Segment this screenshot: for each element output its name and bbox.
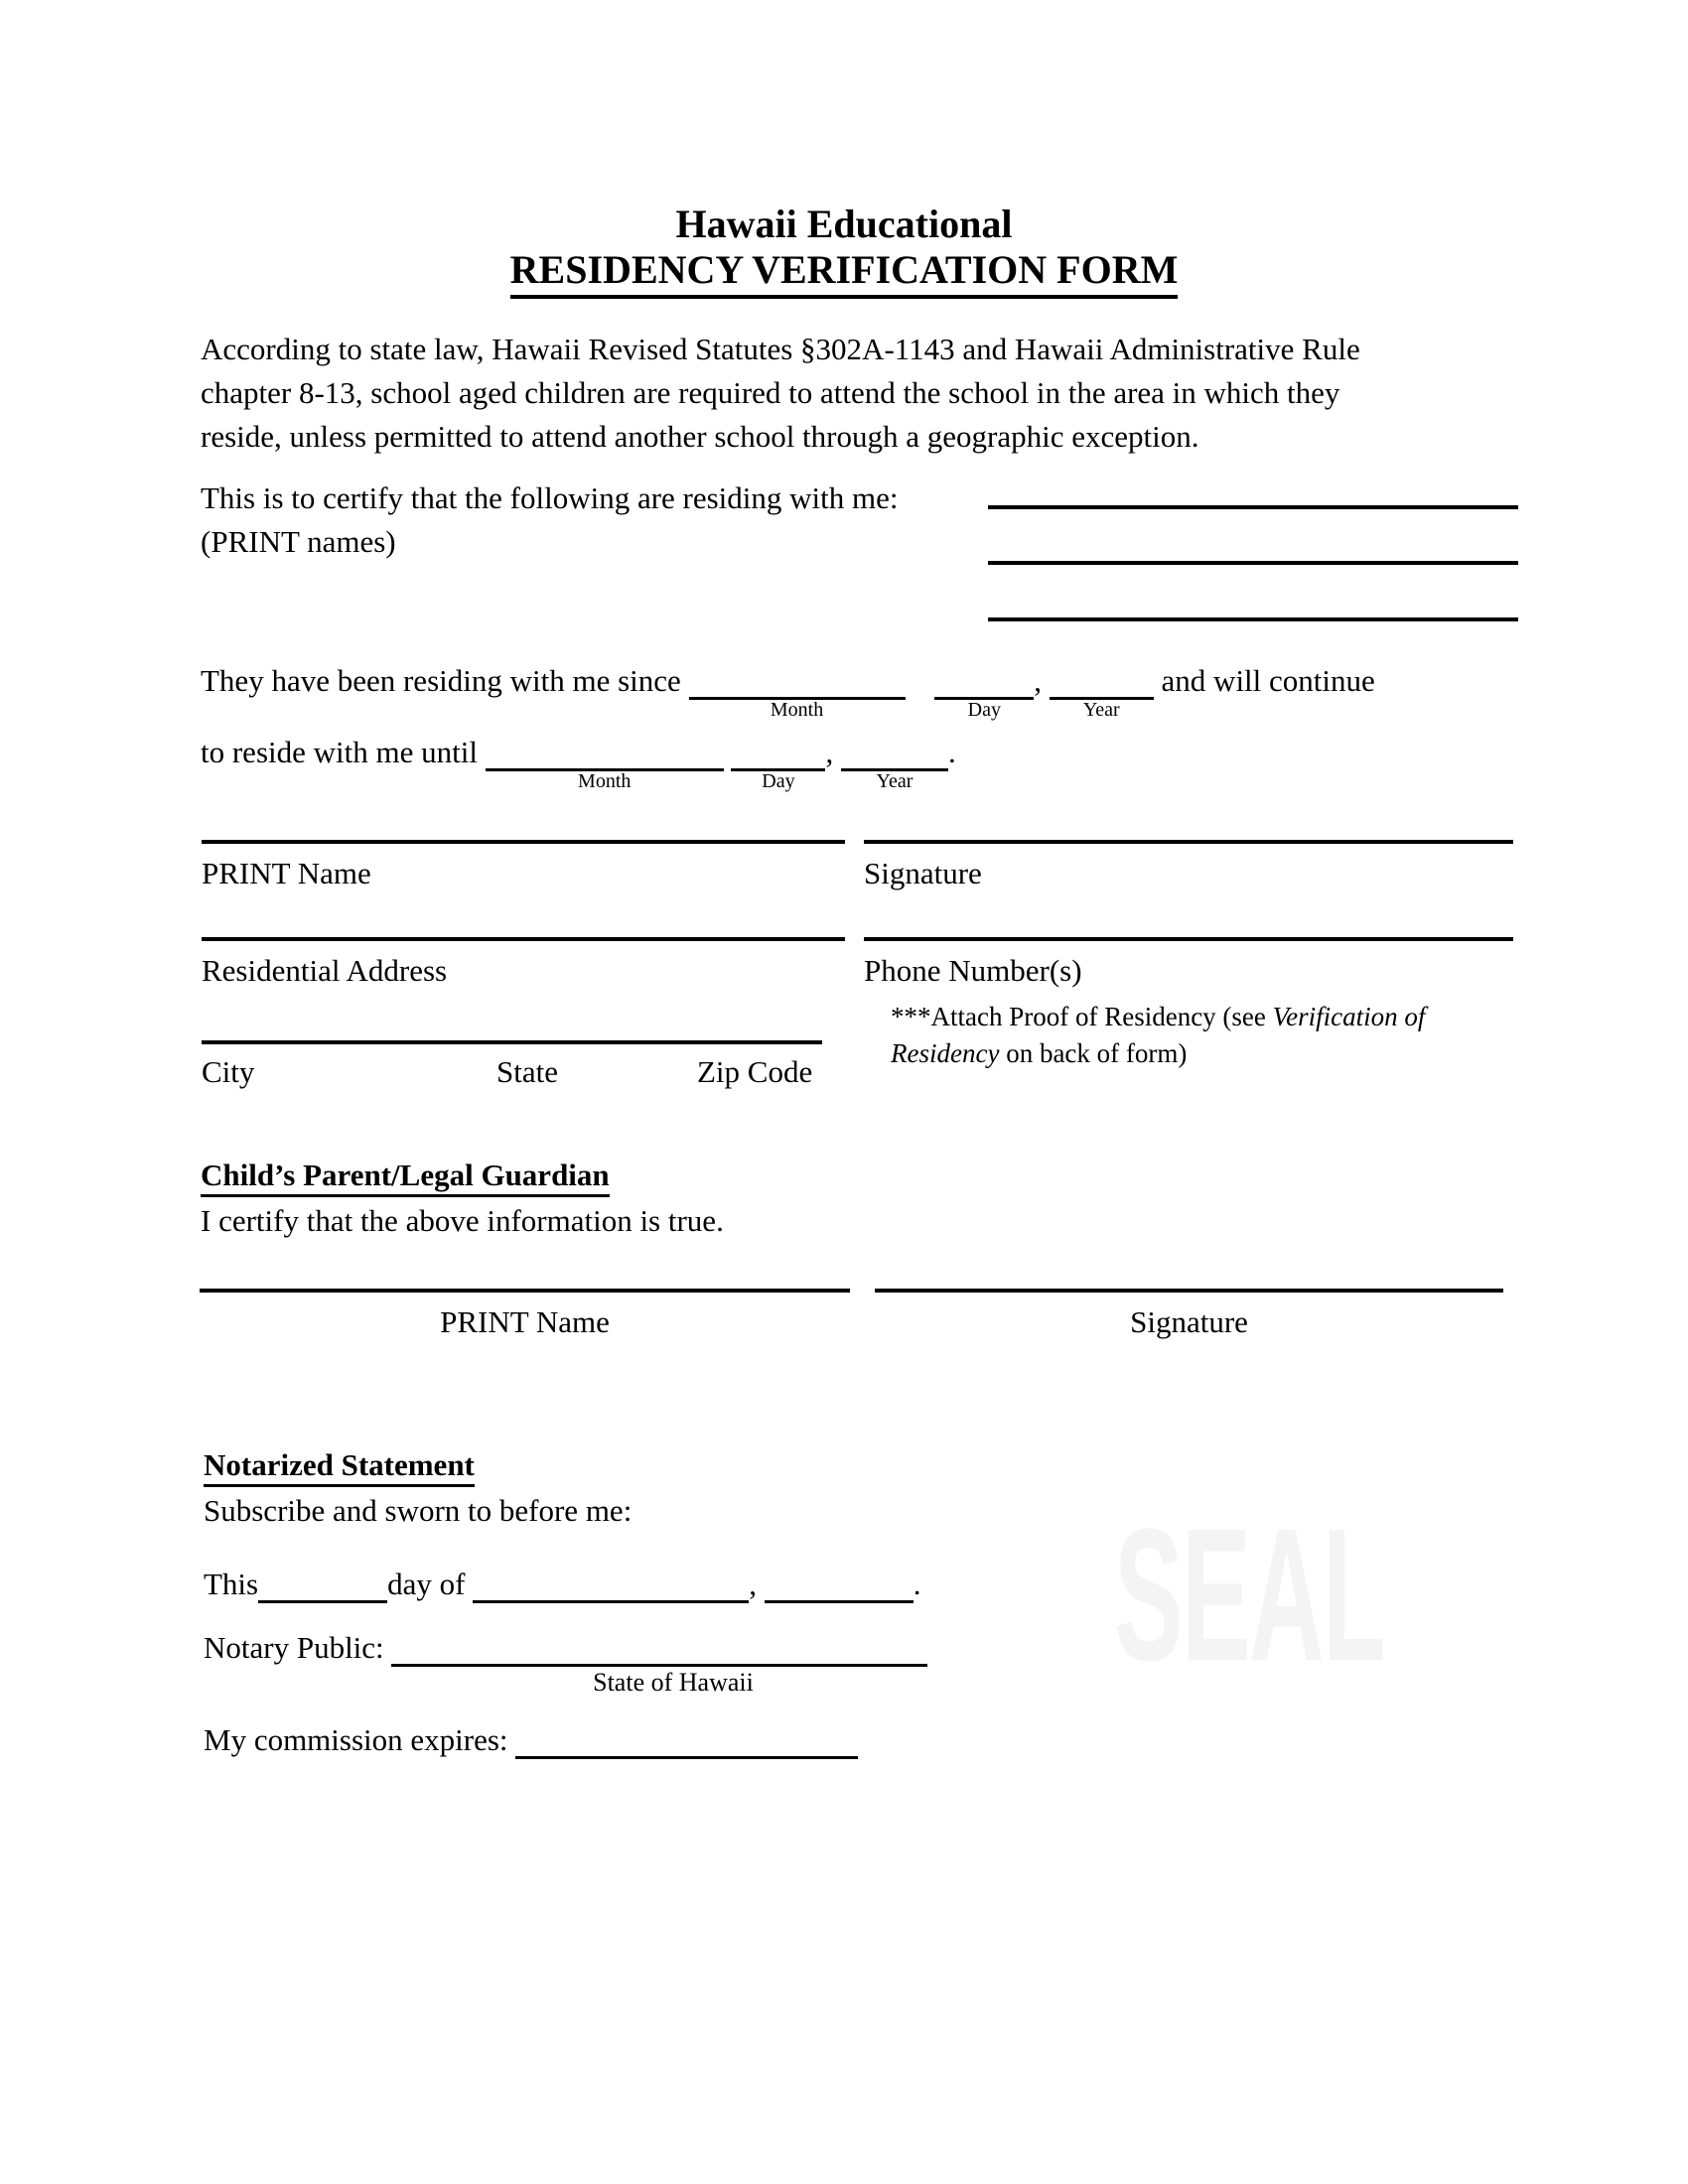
attach-note-suffix: on back of form) xyxy=(999,1038,1188,1068)
notary-section-heading: Notarized Statement xyxy=(204,1447,475,1487)
since-day-caption: Day xyxy=(967,699,1001,721)
notary-month-blank xyxy=(473,1570,749,1603)
form-title-line2-wrap xyxy=(0,247,1688,299)
address-blank-line xyxy=(202,937,845,941)
notary-this-label: This xyxy=(204,1567,259,1601)
signature-blank-line xyxy=(864,840,1513,844)
form-title-line1: Hawaii Educational xyxy=(675,202,1013,246)
guardian-section-heading: Child’s Parent/Legal Guardian xyxy=(201,1158,610,1197)
city-state-zip-blank-line xyxy=(202,1040,822,1044)
state-of-hawaii-caption: State of Hawaii xyxy=(593,1668,754,1697)
until-year-caption: Year xyxy=(876,770,914,792)
form-header xyxy=(0,202,1688,299)
since-month-blank xyxy=(689,667,906,721)
commission-expires-blank xyxy=(515,1726,858,1759)
certify-statement: This is to certify that the following are residing with me: xyxy=(201,480,899,515)
residing-since-suffix: and will continue xyxy=(1161,663,1375,698)
notary-day-number-blank xyxy=(258,1570,387,1603)
notary-date-line xyxy=(204,1565,920,1604)
names-blank-line-3 xyxy=(988,617,1518,621)
residing-since-prefix: They have been residing with me since xyxy=(201,663,681,698)
notary-public-label: Notary Public: xyxy=(204,1630,384,1665)
intro-line-2: chapter 8-13, school aged children are required to attend the school in the area in which they xyxy=(201,375,1340,410)
attach-note-italic: Verification of Residency xyxy=(891,1002,1426,1068)
notary-period: . xyxy=(913,1567,921,1601)
names-blank-line-2 xyxy=(988,561,1518,565)
attach-proof-note xyxy=(891,999,1467,1072)
intro-paragraph xyxy=(201,328,1360,459)
guardian-signature-label: Signature xyxy=(1130,1304,1248,1339)
seal-watermark: SEAL xyxy=(1114,1490,1385,1701)
reside-until-prefix: to reside with me until xyxy=(201,735,478,769)
print-name-label: PRINT Name xyxy=(202,856,371,890)
zip-code-label: Zip Code xyxy=(697,1054,813,1089)
since-year-blank xyxy=(1050,667,1154,721)
guardian-certify-statement: I certify that the above information is true. xyxy=(201,1203,724,1238)
until-year-blank xyxy=(841,739,948,792)
until-day-caption: Day xyxy=(762,770,795,792)
until-month-caption: Month xyxy=(578,770,632,792)
state-label: State xyxy=(496,1054,558,1089)
address-label: Residential Address xyxy=(202,953,448,988)
guardian-signature-blank-line xyxy=(875,1289,1503,1293)
intro-line-3: reside, unless permitted to attend another school through a geographic exception. xyxy=(201,419,1199,454)
phone-blank-line xyxy=(864,937,1513,941)
print-names-caption: (PRINT names) xyxy=(201,524,396,559)
signature-label: Signature xyxy=(864,856,982,890)
since-day-blank xyxy=(934,667,1034,721)
commission-expires-line xyxy=(204,1720,858,1760)
until-month-blank xyxy=(486,739,724,792)
commission-expires-label: My commission expires: xyxy=(204,1722,508,1757)
until-period: . xyxy=(947,735,956,769)
attach-note-prefix: ***Attach Proof of Residency (see xyxy=(891,1002,1273,1031)
intro-line-1: According to state law, Hawaii Revised Statutes §302A-1143 and Hawaii Administrative Rule xyxy=(201,332,1360,366)
notary-subscribe-line: Subscribe and sworn to before me: xyxy=(204,1493,633,1528)
guardian-print-name-label: PRINT Name xyxy=(440,1304,610,1339)
reside-until-line xyxy=(201,733,956,792)
since-comma: , xyxy=(1034,663,1043,698)
guardian-print-name-blank-line xyxy=(200,1289,850,1293)
notary-year-blank xyxy=(765,1570,914,1603)
until-day-blank xyxy=(731,739,825,792)
notary-section-heading-wrap xyxy=(204,1447,475,1487)
since-month-caption: Month xyxy=(770,699,824,721)
print-name-blank-line xyxy=(202,840,845,844)
city-label: City xyxy=(202,1054,255,1089)
residing-since-line xyxy=(201,661,1375,721)
since-year-caption: Year xyxy=(1082,699,1120,721)
until-comma: , xyxy=(825,735,834,769)
guardian-section-heading-wrap xyxy=(201,1158,610,1197)
notary-comma: , xyxy=(749,1567,757,1601)
form-title-line2: RESIDENCY VERIFICATION FORM xyxy=(510,247,1179,299)
names-blank-line-1 xyxy=(988,505,1518,509)
notary-day-of-label: day of xyxy=(387,1567,466,1601)
phone-label: Phone Number(s) xyxy=(864,953,1082,988)
notary-public-blank xyxy=(391,1634,927,1667)
notary-public-line xyxy=(204,1628,927,1668)
